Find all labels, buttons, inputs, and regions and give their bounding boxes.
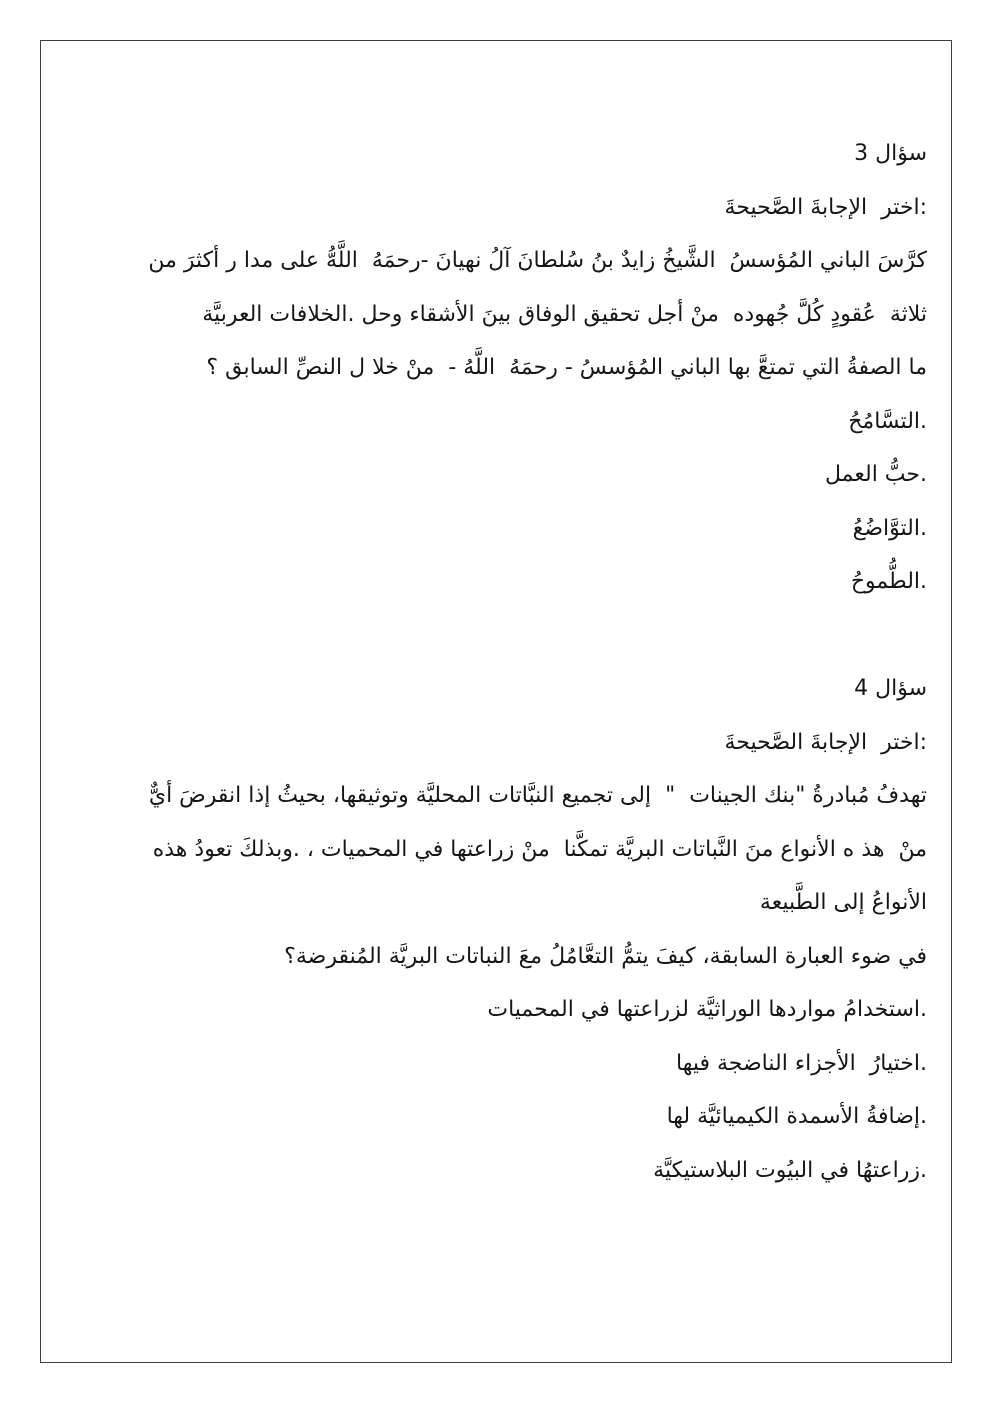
- question-4-option-3: .إضافةُ الأسمدة الكيميائيَّة لها: [666, 1104, 927, 1129]
- question-4-title: سؤال 4: [854, 676, 927, 701]
- question-3-passage-line-1: كرَّسَ الباني المُؤسسُ الشَّيخُ زايدٌ بنُ سُلطانَ آلُ نهيانَ -رحمَهُ اللَّهُّ على مدا ر أكثرَ من: [148, 248, 927, 273]
- question-4-option-2: .اختيارُ الأجزاء الناضجة فيها: [676, 1050, 927, 1076]
- question-4-passage-line-3: الأنواعُ إلى الطَّبيعة: [759, 890, 927, 915]
- question-3-option-1: .التسَّامُحُ: [848, 408, 927, 434]
- question-3-option-4: .الطُّموحُ: [850, 569, 927, 594]
- question-4-prompt: :اختر الإجابةَ الصَّحيحةَ: [724, 729, 927, 755]
- document-content: [41, 41, 951, 1362]
- question-3-passage-line-2: ثلاثة عُقودٍ كُلَّ جُهوده منْ أجل تحقيق الوفاق بينَ الأشقاء وحل .الخلافات العربيَّة: [202, 301, 927, 327]
- question-4-option-4: .زراعتهُا في البيُوت البلاستيكيَّة: [653, 1157, 927, 1183]
- question-3-option-2: .حبُّ العمل: [825, 462, 927, 487]
- question-4-passage-line-2: منْ هذ ه الأنواع منَ النَّباتات البريَّة تمكَّنا منْ زراعتها في المحميات ، .وبذلكَ تعودُ هذه: [152, 836, 927, 862]
- document-page-border: [40, 40, 952, 1363]
- question-3-option-3: .التوَّاضُعُ: [852, 515, 927, 541]
- question-4-passage-line-1: تهدفُ مُبادرةُ "بنك الجينات " إلى تجميع النبَّاتات المحليَّة وتوثيقها، بحيثُ إذا انقرضَ أيٌّ: [148, 783, 927, 808]
- question-4-option-1: .استخدامُ مواردها الوراثيَّة لزراعتها في المحميات: [487, 997, 927, 1022]
- question-separator-gap: [55, 609, 927, 663]
- question-3-title: سؤال 3: [854, 141, 927, 166]
- question-4-question-line: في ضوء العبارة السابقة، كيفَ يتمُّ التعَّامُلُ معَ النباتات البريَّة المُنقرضة؟: [284, 943, 927, 969]
- question-3-question-line: ما الصفةُ التي تمتعَّ بها الباني المُؤسسُ - رحمَهُ اللَّهُ - منْ خلا ل النصِّ السابق ؟: [206, 355, 927, 380]
- question-3-prompt: :اختر الإجابةَ الصَّحيحةَ: [724, 194, 927, 220]
